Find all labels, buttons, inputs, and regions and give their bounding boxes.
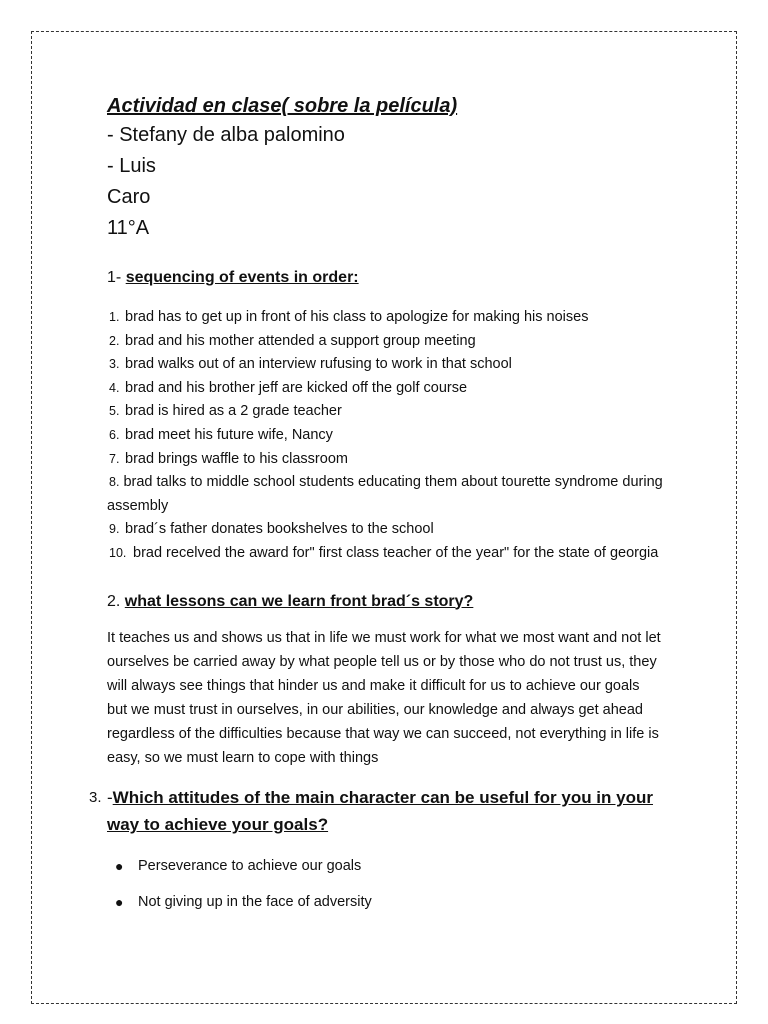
section-1-title: sequencing of events in order: [125,269,359,286]
section-3-heading [89,784,667,838]
section-3-title: Which attitudes of the main character can be useful for you in your way to achieve your goals? [107,788,653,835]
bullet-icon: ● [115,858,124,875]
bullet-icon: ● [115,894,124,911]
document-body [89,92,667,926]
list-item: ● Perseverance to achieve our goals [107,854,667,878]
list-item: 8. brad talks to middle school students educating them about tourette syndrome during assembly [107,474,663,514]
section-3-dash: - [107,788,113,808]
section-2-answer: It teaches us and shows us that in life we must work for what we most want and not let ourselves be carried away by what people tell us or by those who do not trust us, they will always see things that hinder us and make it difficult for us to achieve our goals but we must trust in ourselves, in our abilities, our knowledge and always get ahead regardless of the difficulties because that way we can succeed, not everything in life is easy, so we must learn to cope with things [107,629,661,766]
list-item: 2. brad and his mother attended a support group meeting [109,332,476,349]
section-1-prefix: 1- [107,269,122,286]
list-item: ● Not giving up in the face of adversity [107,890,667,914]
section-2-prefix: 2. [107,592,121,610]
section-3-prefix: 3. [89,789,102,807]
list-item: 1. brad has to get up in front of his class to apologize for making his noises [109,309,589,325]
events-list [107,306,667,566]
list-item: 5. brad is hired as a 2 grade teacher [109,403,342,420]
list-item: 10. brad recelved the award for" first class teacher of the year" for the state of georgia [109,544,659,561]
list-item: 3. brad walks out of an interview rufusing to work in that school [109,356,512,373]
section-2-title: what lessons can we learn front brad´s story? [124,592,474,610]
section-1-heading [107,266,667,290]
student-surname-2: Caro [107,186,151,208]
list-item: 4. brad and his brother jeff are kicked off the golf course [109,379,468,396]
list-item: 7. brad brings waffle to his classroom [109,450,348,467]
list-item: 6. brad meet his future wife, Nancy [109,426,333,443]
section-3-answers [107,854,667,914]
document-title: Actividad en clase( sobre la película) [107,95,458,117]
student-name-1: - Stefany de alba palomino [107,124,345,146]
class-grade: 11°A [107,217,150,239]
section-2-heading [107,590,667,614]
list-item: 9. brad´s father donates bookshelves to the school [109,521,434,538]
student-name-2: - Luis [107,155,156,177]
